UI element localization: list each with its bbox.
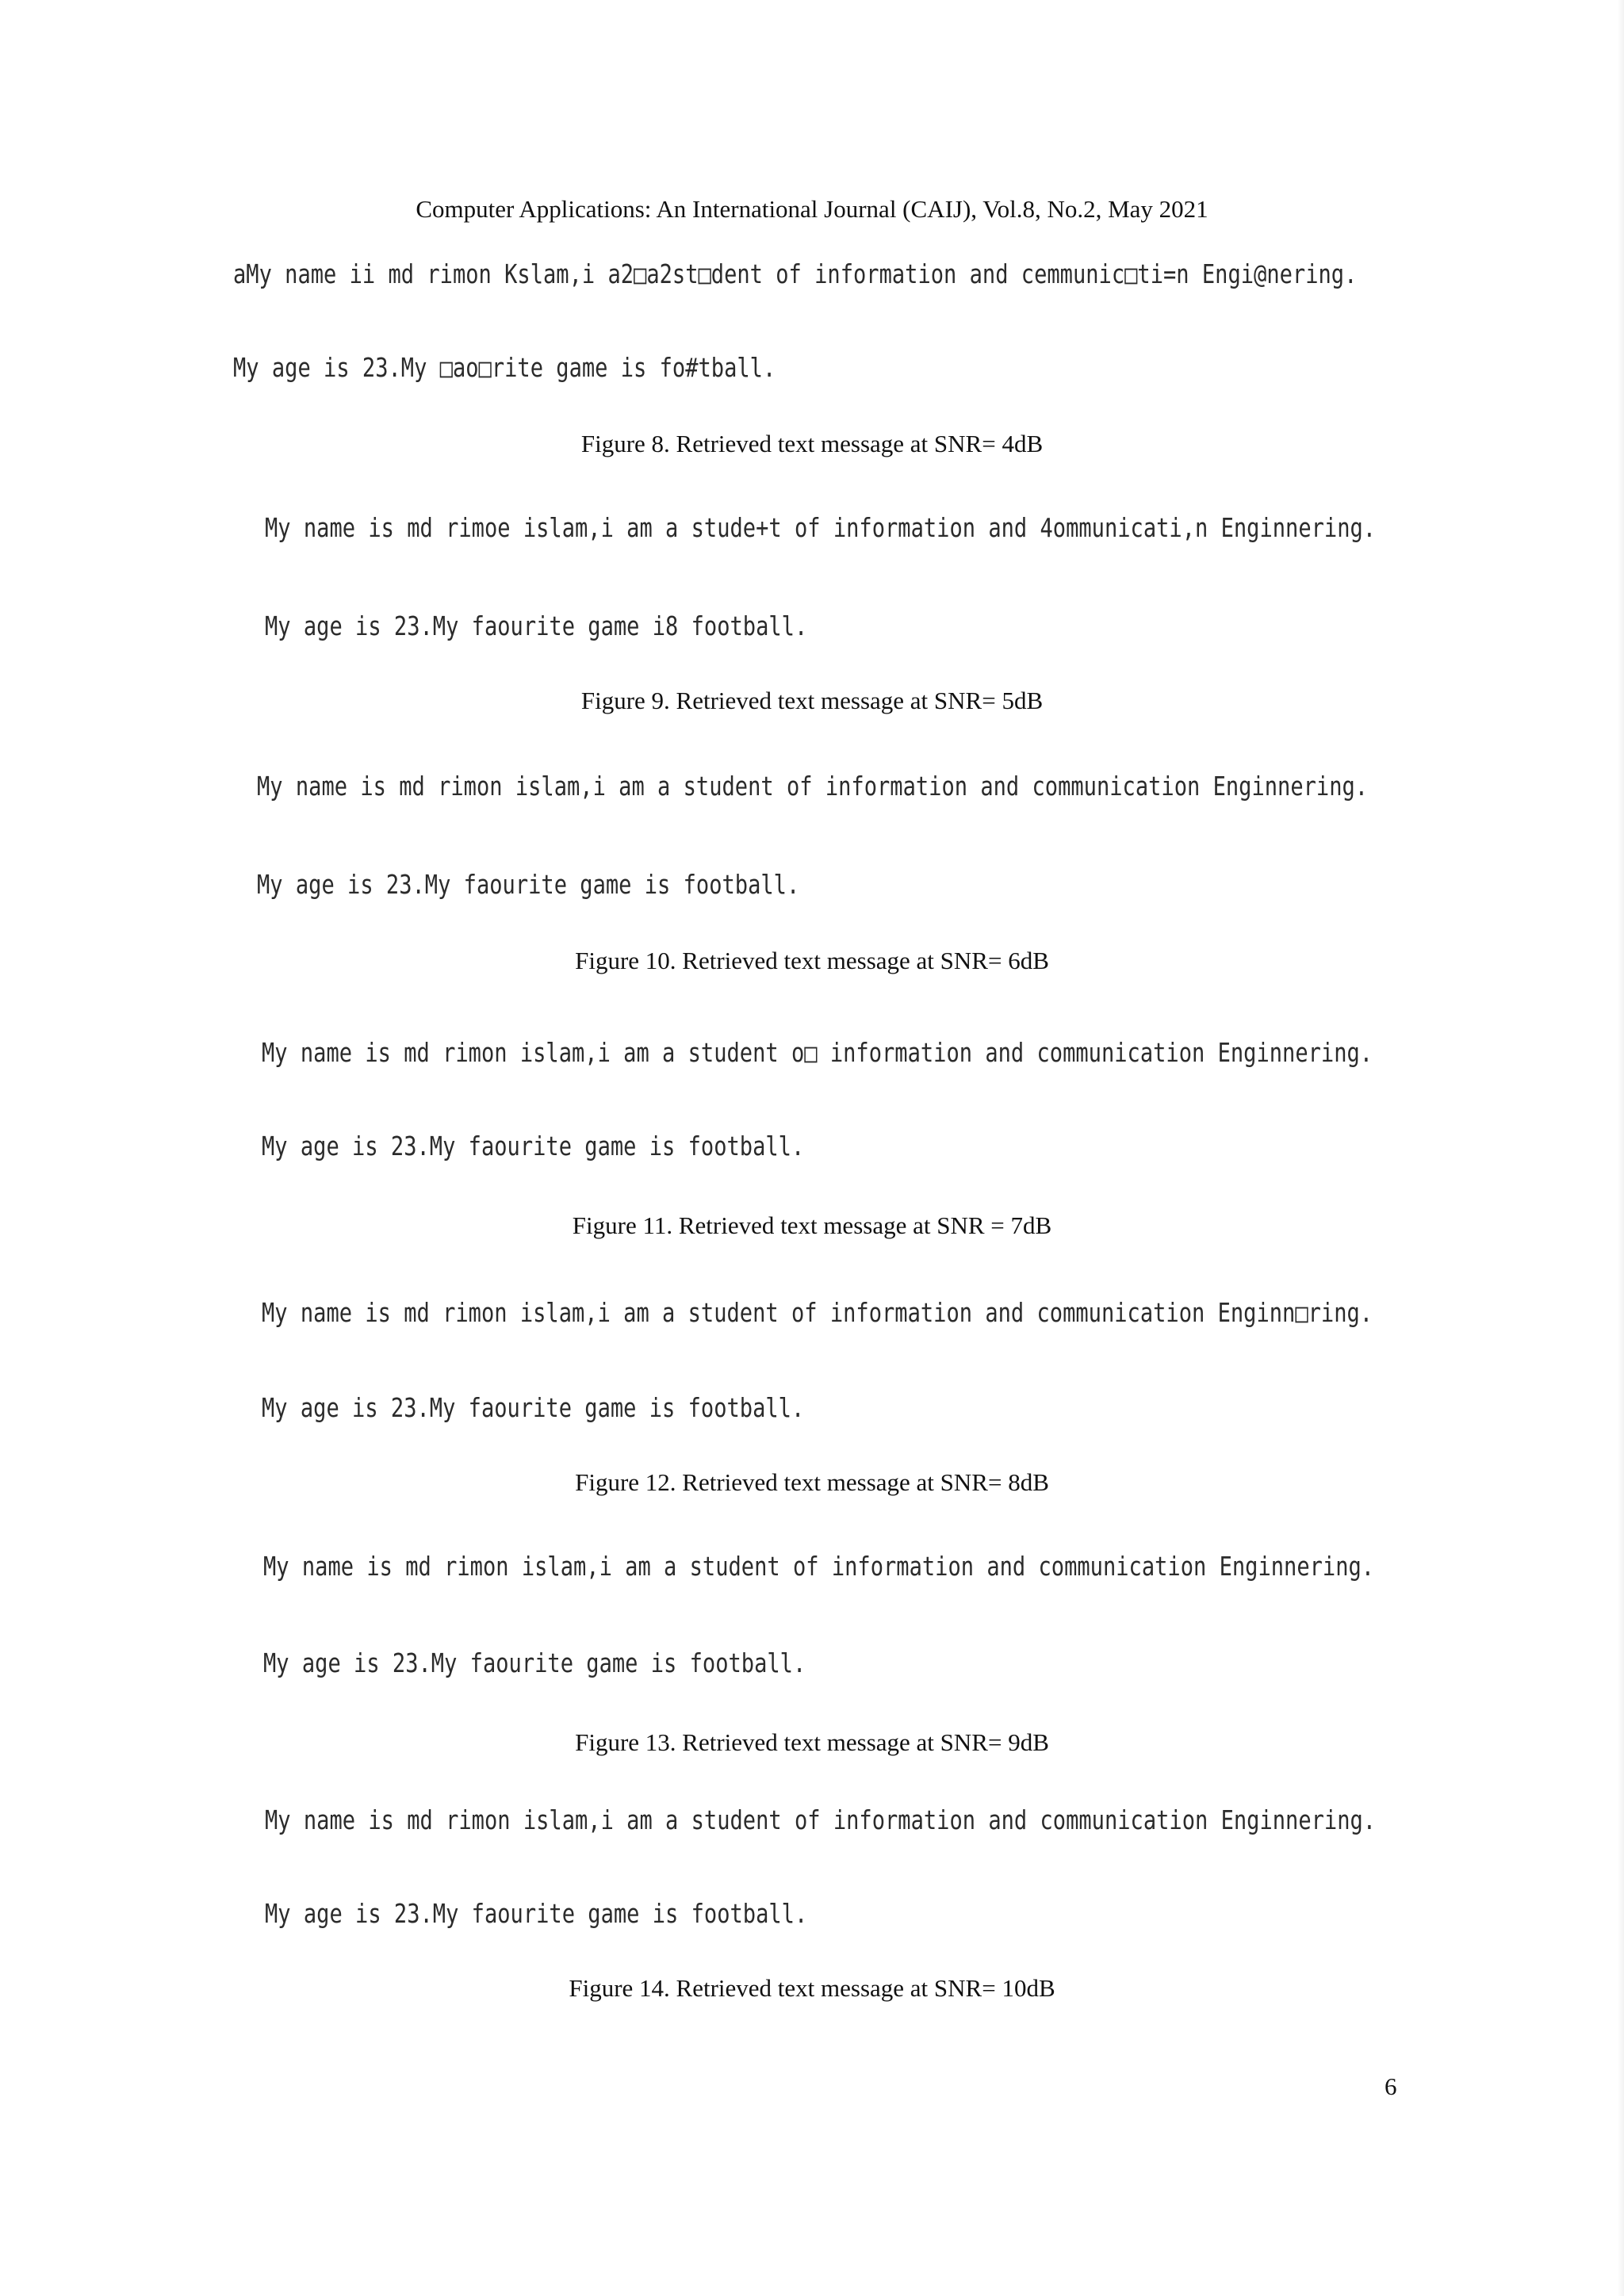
figure-caption: Figure 14. Retrieved text message at SNR= 10dB <box>569 1974 1055 2002</box>
figure-caption: Figure 12. Retrieved text message at SNR= 8dB <box>575 1468 1049 1496</box>
retrieved-text-line-2: My age is 23.My faourite game is football. <box>265 1898 808 1929</box>
retrieved-text-line-2: My age is 23.My faourite game is football. <box>262 1392 805 1423</box>
retrieved-text-line-2: My age is 23.My □ao□rite game is fo#tball. <box>233 352 776 383</box>
retrieved-text-line-2: My age is 23.My faourite game is football. <box>262 1131 805 1161</box>
figure-caption: Figure 9. Retrieved text message at SNR= 5dB <box>580 687 1044 714</box>
retrieved-text-line-1: My name is md rimon islam,i am a student o□ information and communication Enginnering. <box>262 1037 1373 1068</box>
retrieved-text-line-2: My age is 23.My faourite game is football. <box>257 869 800 900</box>
figure-caption: Figure 8. Retrieved text message at SNR= 4dB <box>580 430 1044 457</box>
page-number: 6 <box>1385 2072 1397 2100</box>
scan-edge-shadow <box>1618 0 1624 2296</box>
running-header: Computer Applications: An International Journal (CAIJ), Vol.8, No.2, May 2021 <box>416 195 1208 223</box>
retrieved-text-line-2: My age is 23.My faourite game is football. <box>263 1647 806 1678</box>
retrieved-text-line-1: My name is md rimoe islam,i am a stude+t of information and 4ommunicati,n Enginnering. <box>265 512 1377 543</box>
retrieved-text-line-1: My name is md rimon islam,i am a student of information and communication Enginnering. <box>265 1804 1377 1835</box>
retrieved-text-line-1: My name is md rimon islam,i am a student of information and communication Enginn□ring. <box>262 1297 1373 1328</box>
retrieved-text-line-2: My age is 23.My faourite game i8 football. <box>265 610 808 641</box>
figure-caption: Figure 13. Retrieved text message at SNR= 9dB <box>575 1728 1049 1756</box>
retrieved-text-line-1: My name is md rimon islam,i am a student of information and communication Enginnering. <box>263 1551 1375 1582</box>
retrieved-text-line-1: aMy name ii md rimon Kslam,i a2□a2st□dent of information and cemmunic□ti=n Engi@nering. <box>233 258 1358 289</box>
retrieved-text-line-1: My name is md rimon islam,i am a student of information and communication Enginnering. <box>257 771 1369 802</box>
figure-caption: Figure 11. Retrieved text message at SNR = 7dB <box>572 1211 1052 1239</box>
figure-caption: Figure 10. Retrieved text message at SNR= 6dB <box>575 947 1049 974</box>
